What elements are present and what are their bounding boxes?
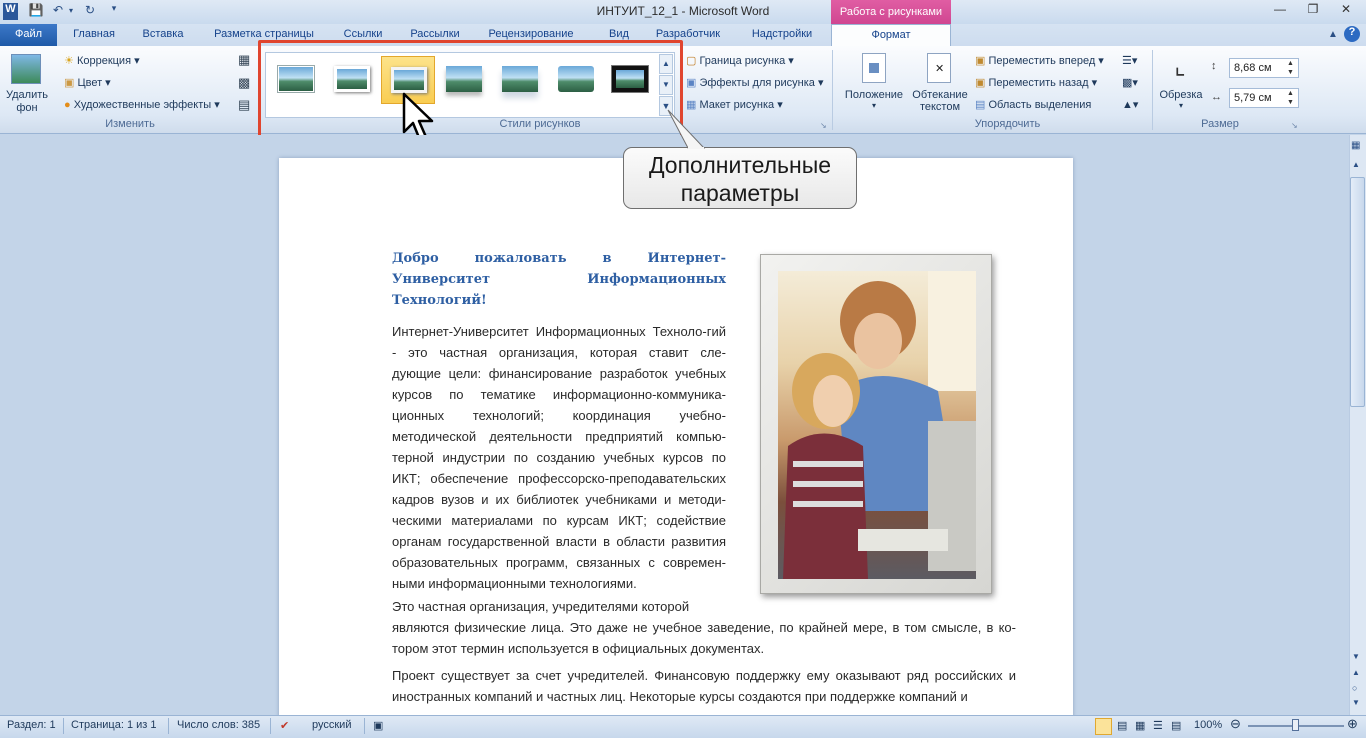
macro-recording-icon[interactable]: ▣ [373, 720, 384, 732]
crop-icon[interactable]: ⌞ [1174, 53, 1186, 80]
status-section[interactable]: Раздел: 1 [7, 719, 56, 731]
compress-pictures-icon[interactable]: ▦ [238, 52, 251, 67]
picture-styles-group-label: Стили рисунков [499, 118, 581, 130]
zoom-out-icon[interactable]: ⊖ [1230, 716, 1241, 731]
gallery-more-icon[interactable]: ▼ [659, 96, 673, 116]
remove-background-icon[interactable] [11, 54, 41, 84]
send-backward-icon: ▣ [975, 77, 986, 89]
height-input[interactable]: 8,68 см [1229, 58, 1299, 78]
callout-line-2: параметры [680, 180, 800, 206]
restore-icon[interactable]: ❐ [1307, 2, 1319, 16]
status-separator [63, 718, 64, 734]
tab-format[interactable]: Формат [831, 24, 951, 46]
scroll-up-icon[interactable]: ▲ [1352, 160, 1360, 169]
scrollbar-thumb[interactable] [1350, 177, 1365, 407]
browse-object-icon[interactable]: ○ [1352, 683, 1358, 693]
callout-pointer [662, 108, 706, 150]
bring-forward-icon: ▣ [975, 55, 986, 67]
callout-bubble [623, 147, 857, 209]
picture-layout-button[interactable]: ▦ Макет рисунка ▾ [686, 99, 783, 111]
customize-qat-icon[interactable]: ▾ [111, 3, 117, 13]
minimize-ribbon-icon[interactable]: ▲ [1328, 29, 1338, 40]
tab-home[interactable]: Главная [73, 28, 115, 40]
picture-image [778, 271, 976, 579]
remove-background-label[interactable]: Удалить [6, 89, 48, 101]
status-language[interactable]: русский [312, 719, 352, 731]
artistic-effects-button[interactable]: ● Художественные эффекты ▾ [64, 99, 220, 111]
zoom-level[interactable]: 100% [1194, 719, 1223, 731]
spelling-check-icon[interactable]: ✔ [280, 720, 290, 732]
position-button[interactable]: Положение [844, 89, 904, 101]
styles-dialog-launcher-icon[interactable]: ↘ [820, 121, 827, 130]
size-group-label: Размер [1201, 118, 1239, 130]
artistic-effects-icon: ● [64, 99, 71, 111]
close-icon[interactable]: ✕ [1340, 2, 1352, 16]
picture-effects-button[interactable]: ▣ Эффекты для рисунка ▾ [686, 77, 824, 89]
tab-review[interactable]: Рецензирование [488, 28, 574, 40]
rotate-icon[interactable]: ▲▾ [1122, 99, 1139, 111]
palette-icon: ▣ [64, 77, 75, 89]
tab-file[interactable]: Файл [0, 24, 57, 46]
title-bar [0, 0, 1366, 24]
selection-pane-button[interactable]: ▤ Область выделения [975, 99, 1092, 111]
width-input[interactable]: 5,79 см [1229, 88, 1299, 108]
group-objects-icon[interactable]: ▩▾ [1122, 77, 1138, 89]
context-tab-header: Работа с рисунками [831, 0, 951, 24]
full-screen-reading-icon[interactable]: ▤ [1117, 720, 1128, 732]
status-separator [168, 718, 169, 734]
height-spinner-icon[interactable]: ▲ ▼ [1287, 60, 1294, 76]
reset-picture-icon[interactable]: ▤ [238, 97, 251, 112]
tab-addins[interactable]: Надстройки [751, 28, 813, 40]
tab-insert[interactable]: Вставка [142, 28, 184, 40]
position-dropdown-icon[interactable]: ▾ [871, 101, 876, 110]
bring-forward-button[interactable]: ▣ Переместить вперед ▾ [975, 55, 1104, 67]
size-dialog-launcher-icon[interactable]: ↘ [1291, 121, 1298, 130]
change-picture-icon[interactable]: ▩ [238, 75, 251, 90]
width-spinner-icon[interactable]: ▲ ▼ [1287, 90, 1294, 106]
word-app-icon[interactable]: W [3, 3, 18, 20]
tab-mailings[interactable]: Рассылки [410, 28, 460, 40]
height-icon: ↕ [1211, 60, 1217, 72]
zoom-in-icon[interactable]: ⊕ [1347, 716, 1358, 731]
align-icon[interactable]: ☰▾ [1122, 55, 1138, 67]
document-paragraph-3[interactable]: Проект существует за счет учредителей. Финансовую поддержку ему оказывают ряд российских и иностранных компаний и частных лиц. Некоторые курсы создаются при поддержке компаний и [392, 668, 1016, 704]
position-icon[interactable] [862, 53, 886, 83]
tab-page-layout[interactable]: Разметка страницы [214, 28, 314, 40]
picture-scene [778, 271, 976, 579]
document-picture[interactable] [760, 254, 992, 594]
print-layout-view-icon[interactable] [1095, 718, 1112, 735]
group-separator [832, 50, 833, 130]
help-icon[interactable]: ? [1344, 26, 1360, 42]
callout-line-1: Дополнительные [648, 152, 832, 178]
correction-button[interactable]: ☀ Коррекция ▾ [64, 55, 140, 67]
color-button[interactable]: ▣ Цвет ▾ [64, 77, 111, 89]
highlight-frame [258, 40, 683, 147]
document-paragraph-2b[interactable]: являются физические лица. Это даже не учебное заведение, по крайней мере, в том смысле, в ко-тором этот термин используется в официальных документах. [392, 620, 1016, 656]
picture-effects-icon: ▣ [686, 77, 697, 89]
sun-icon: ☀ [64, 55, 74, 67]
picture-layout-icon: ▦ [686, 99, 697, 111]
ruler-toggle-icon[interactable]: ▦ [1351, 140, 1361, 151]
remove-background-label-2[interactable]: фон [16, 102, 38, 114]
undo-dropdown-icon[interactable]: ▾ [68, 6, 73, 15]
gallery-scroll-up-icon[interactable]: ▲ [659, 54, 673, 74]
prev-page-icon[interactable]: ▲ [1352, 668, 1360, 677]
document-paragraph-1[interactable]: Интернет-Университет Информационных Техноло-гий - это частная организация, которая ставит сле-дующие цели: финансирование разработок учебных курсов по тематике информационно-коммуника-ционных технологий; координация учебно-методической деятельности предприятий компью-терной индустрии по созданию учебных курсов по ИКТ; обеспечение профессорско-преподавательских кадров вузов и их библиотек учебниками и методи-ческими материалами по курсам ИКТ; содействие органам государственной власти в области развития образовательных программ, связанных с современ-ными информационными технологиями. [392, 324, 726, 591]
wrap-text-label-2[interactable]: текстом [919, 101, 961, 113]
zoom-slider-thumb[interactable] [1292, 719, 1299, 731]
crop-button[interactable]: Обрезка [1159, 89, 1203, 101]
outline-view-icon[interactable]: ☰ [1153, 720, 1163, 732]
redo-icon[interactable]: ↻ [84, 3, 96, 17]
wrap-text-label[interactable]: Обтекание [912, 89, 968, 101]
adjust-group-label: Изменить [105, 118, 155, 130]
status-word-count[interactable]: Число слов: 385 [177, 719, 261, 731]
status-page[interactable]: Страница: 1 из 1 [71, 719, 157, 731]
status-separator [364, 718, 365, 734]
minimize-icon[interactable]: — [1274, 2, 1286, 16]
crop-dropdown-icon[interactable]: ▾ [1178, 101, 1183, 110]
save-icon[interactable]: 💾 [28, 3, 44, 17]
scroll-down-icon[interactable]: ▼ [1352, 652, 1360, 661]
status-separator [270, 718, 271, 734]
window-title: ИНТУИТ_12_1 - Microsoft Word [596, 4, 770, 18]
width-icon: ↔ [1211, 91, 1222, 103]
send-backward-button[interactable]: ▣ Переместить назад ▾ [975, 77, 1098, 89]
gallery-scroll-down-icon[interactable]: ▼ [659, 75, 673, 95]
web-layout-icon[interactable]: ▦ [1135, 720, 1146, 732]
group-separator [1152, 50, 1153, 130]
picture-border-button[interactable]: ▢ Граница рисунка ▾ [686, 55, 794, 67]
undo-icon[interactable]: ↶ [52, 3, 64, 17]
arrange-group-label: Упорядочить [974, 118, 1041, 130]
wrap-text-icon[interactable]: ✕ [927, 53, 951, 83]
picture-border-icon: ▢ [686, 55, 697, 67]
selection-pane-icon: ▤ [975, 99, 986, 111]
document-paragraph-2a[interactable]: Это частная организация, учредителями которой [392, 599, 690, 614]
tab-view[interactable]: Вид [609, 28, 629, 40]
next-page-icon[interactable]: ▼ [1352, 698, 1360, 707]
document-heading[interactable]: Добро пожаловать в Интернет-Университет Информационных Технологий! [392, 251, 726, 308]
draft-view-icon[interactable]: ▤ [1171, 720, 1182, 732]
tab-references[interactable]: Ссылки [343, 28, 383, 40]
tab-developer[interactable]: Разработчик [655, 28, 721, 40]
